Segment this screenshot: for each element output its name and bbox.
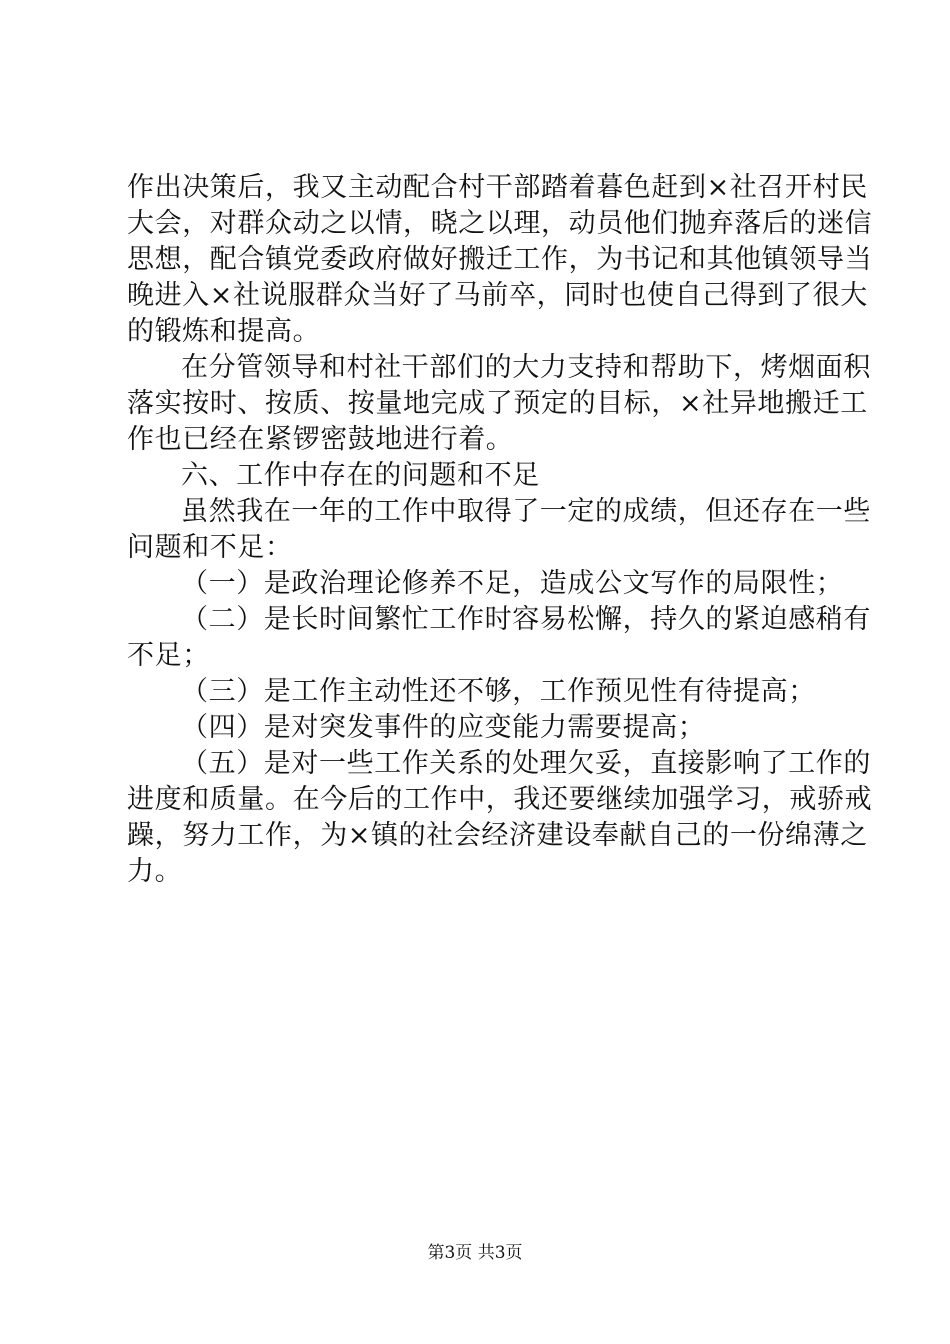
text-line: 作也已经在紧锣密鼓地进行着。 (127, 424, 514, 455)
text-line: 落实按时、按质、按量地完成了预定的目标，×社异地搬迁工 (127, 388, 868, 419)
text-line: 的锻炼和提高。 (127, 316, 321, 347)
paragraph-start-line: 在分管领导和村社干部们的大力支持和帮助下，烤烟面积 (181, 352, 871, 383)
page-number-footer: 第3页 共3页 (427, 1243, 523, 1263)
section-heading: 六、工作中存在的问题和不足 (181, 460, 540, 491)
list-item: （五）是对一些工作关系的处理欠妥，直接影响了工作的 (181, 748, 871, 779)
text-line: 躁，努力工作，为×镇的社会经济建设奉献自己的一份绵薄之 (127, 820, 868, 851)
text-line: 问题和不足： (127, 532, 293, 563)
list-item: （一）是政治理论修养不足，造成公文写作的局限性； (181, 568, 844, 599)
paragraph-start-line: 虽然我在一年的工作中取得了一定的成绩，但还存在一些 (181, 496, 871, 527)
text-line: 大会，对群众动之以情，晓之以理，动员他们抛弃落后的迷信 (127, 208, 873, 239)
list-item: （四）是对突发事件的应变能力需要提高； (181, 712, 706, 743)
text-line: 不足； (127, 640, 210, 671)
text-line: 晚进入×社说服群众当好了马前卒，同时也使自己得到了很大 (127, 280, 868, 311)
text-line: 作出决策后，我又主动配合村干部踏着暮色赶到×社召开村民 (127, 172, 868, 203)
list-item: （三）是工作主动性还不够，工作预见性有待提高； (181, 676, 816, 707)
text-line: 进度和质量。在今后的工作中，我还要继续加强学习，戒骄戒 (127, 784, 873, 815)
list-item: （二）是长时间繁忙工作时容易松懈，持久的紧迫感稍有 (181, 604, 871, 635)
text-line: 思想，配合镇党委政府做好搬迁工作，为书记和其他镇领导当 (127, 244, 873, 275)
text-line: 力。 (127, 856, 183, 887)
